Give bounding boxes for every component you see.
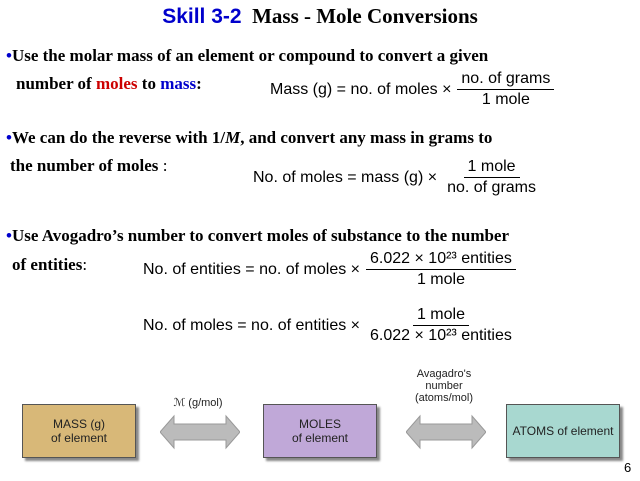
moles-box: MOLES of element [263,404,377,458]
bullet-1-line-2: number of moles to mass: [16,74,202,93]
avogadro-label: Avagadro's number (atoms/mol) [414,368,474,404]
equation-mass-from-moles: Mass (g) = no. of moles × $\frac{\text{no. of grams}}{\text{1 mole}}$ [270,70,554,109]
equation-entities-from-moles: No. of entities = no. of moles × $\frac{\text{6.022 × 10²³ entities}}{\text{1 mole}}$ [143,250,516,289]
mass-word: mass [160,74,197,93]
fraction: $\frac{\text{1 mole}}{\text{no. of grams}}$ [447,158,536,196]
fraction: $\frac{\text{no. of grams}}{\text{1 mole}}$ [457,70,554,109]
mass-box: MASS (g) of element [22,404,136,458]
atoms-box: ATOMS of element [506,404,620,458]
title-skill: Skill 3-2 [162,5,242,28]
bullet-2-line-1: •We can do the reverse with 1/M, and convert any mass in grams to [6,128,493,147]
fraction: $\frac{\text{1 mole}}{\text{6.022 × 10²³ entities}}$ [370,306,512,344]
title-text: Mass - Mole Conversions [252,4,478,28]
bullet-3-line-1: •Use Avogadro’s number to convert moles of substance to the number [6,226,510,245]
molar-mass-label: ℳ (g/mol) [173,397,223,409]
bullet-1-line-1: •Use the molar mass of an element or compound to convert a given [6,46,489,65]
equation-moles-from-entities: No. of moles = no. of entities × $\frac{\text{1 mole}}{\text{6.022 × 10²³ entities}}$ [143,306,516,345]
page-number: 6 [624,460,632,475]
bullet-dot: • [6,46,12,65]
moles-word: moles [95,74,138,93]
molar-mass-symbol: M [225,128,241,147]
bullet-2-line-2: the number of moles : [10,156,168,175]
fraction: $\frac{\text{6.022 × 10²³ entities}}{\text{1 mole}}$ [366,250,516,289]
equation-moles-from-mass: No. of moles = mass (g) × $\frac{\text{1 mole}}{\text{no. of grams}}$ [253,158,540,197]
bullet-3-line-2: of entities: [12,255,88,274]
double-arrow-icon [160,412,240,452]
page-title [0,4,640,29]
double-arrow-icon [406,412,486,452]
